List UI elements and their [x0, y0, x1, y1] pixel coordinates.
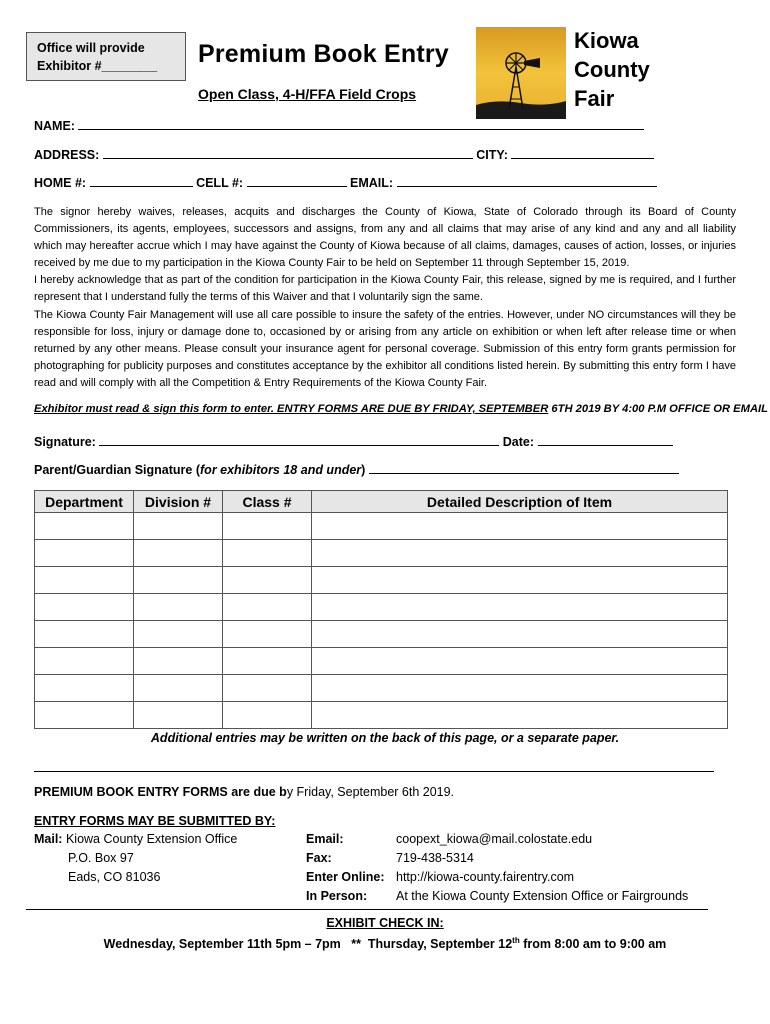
- address-label: ADDRESS:: [34, 148, 100, 162]
- entries-body: [35, 513, 728, 729]
- office-line-2: Exhibitor #________: [37, 59, 158, 73]
- due-date-notice: [34, 785, 454, 799]
- fair-name-line-1: Kiowa: [574, 28, 639, 53]
- fair-name: [574, 26, 650, 113]
- city-label: CITY:: [476, 148, 508, 162]
- entry-cell-department[interactable]: [35, 540, 134, 567]
- table-row: [35, 567, 728, 594]
- enter-online-label: Enter Online:: [306, 870, 385, 884]
- entry-cell-department[interactable]: [35, 702, 134, 729]
- in-person-label: In Person:: [306, 889, 368, 903]
- mail-label: Mail:: [34, 832, 63, 846]
- entry-cell-division[interactable]: [134, 675, 223, 702]
- entry-cell-division[interactable]: [134, 648, 223, 675]
- entry-cell-department[interactable]: [35, 621, 134, 648]
- table-row: [35, 648, 728, 675]
- cell-phone-field[interactable]: [247, 175, 347, 187]
- entry-cell-class[interactable]: [223, 540, 312, 567]
- entries-table: [34, 490, 728, 729]
- address-field[interactable]: [103, 147, 473, 159]
- entry-cell-department[interactable]: [35, 513, 134, 540]
- waiver-paragraph-3: The Kiowa County Fair Management will use all care possible to insure the safety of the entries. However, under NO circumstances will they be responsible for loss, injury or damage done to, occasioned by or arising from any article on exhibition or when left after release time or when returned by any other means. Please consult your insurance agent for personal coverage. Submission of this entry form grants permission for photographing for publicity purposes and constitutes acceptance by the exhibitor all conditions listed herein. By submitting this entry form I have read and will comply with all the Competition & Entry Requirements of the Kiowa County Fair.: [34, 308, 736, 389]
- page-subtitle: Open Class, 4-H/FFA Field Crops: [198, 86, 417, 102]
- checkin-times: [0, 936, 770, 951]
- entry-cell-description[interactable]: [312, 675, 728, 702]
- date-field[interactable]: [538, 434, 673, 446]
- checkin-part-1: Wednesday, September 11th 5pm – 7pm ** Thursday, September 12: [103, 937, 513, 952]
- email-contact-label: Email:: [306, 832, 344, 846]
- enter-online-link[interactable]: http://kiowa-county.fairentry.com: [396, 870, 575, 884]
- entry-cell-class[interactable]: [223, 567, 312, 594]
- email-label: EMAIL:: [350, 176, 394, 190]
- table-row: [35, 702, 728, 729]
- table-row: [35, 540, 728, 567]
- office-line-1: Office will provide: [37, 41, 145, 55]
- signature-label: Signature:: [34, 435, 96, 449]
- parent-signature-field[interactable]: [369, 462, 679, 474]
- parent-signature-label: Parent/Guardian Signature (: [34, 463, 201, 477]
- fax-value: 719-438-5314: [396, 851, 474, 865]
- entry-cell-description[interactable]: [312, 702, 728, 729]
- office-exhibitor-box: [26, 32, 186, 81]
- entry-cell-division[interactable]: [134, 540, 223, 567]
- entry-cell-description[interactable]: [312, 648, 728, 675]
- table-row: [35, 513, 728, 540]
- column-header-department: Department: [35, 491, 134, 513]
- entry-cell-department[interactable]: [35, 675, 134, 702]
- exhibitor-note: [34, 403, 768, 415]
- submission-heading: ENTRY FORMS MAY BE SUBMITTED BY:: [34, 814, 276, 828]
- entry-cell-class[interactable]: [223, 621, 312, 648]
- entry-cell-description[interactable]: [312, 540, 728, 567]
- fair-name-line-2: County: [574, 57, 650, 82]
- name-row: [34, 118, 644, 133]
- additional-entries-note: Additional entries may be written on the back of this page, or a separate paper.: [150, 731, 620, 745]
- fax-label: Fax:: [306, 851, 332, 865]
- home-phone-label: HOME #:: [34, 176, 87, 190]
- table-row: [35, 675, 728, 702]
- entry-cell-division[interactable]: [134, 567, 223, 594]
- entry-cell-department[interactable]: [35, 567, 134, 594]
- mail-row: [34, 832, 237, 846]
- fair-name-line-3: Fair: [574, 86, 615, 111]
- page-title: Premium Book Entry: [198, 40, 449, 68]
- home-phone-field[interactable]: [90, 175, 193, 187]
- checkin-heading: EXHIBIT CHECK IN:: [326, 916, 444, 930]
- parent-signature-note: for exhibitors 18 and under: [200, 463, 362, 477]
- in-person-value: At the Kiowa County Extension Office or Fairgrounds: [396, 889, 689, 903]
- entry-cell-class[interactable]: [223, 513, 312, 540]
- entry-cell-class[interactable]: [223, 648, 312, 675]
- email-field[interactable]: [397, 175, 657, 187]
- entry-cell-class[interactable]: [223, 675, 312, 702]
- exhibitor-note-underlined: Exhibitor must read & sign this form to enter. ENTRY FORMS ARE DUE BY FRIDAY, SEPTEMBER: [34, 403, 549, 415]
- entry-cell-description[interactable]: [312, 621, 728, 648]
- address-row: [34, 147, 654, 162]
- waiver-paragraph-2: I hereby acknowledge that as part of the condition for participation in the Kiowa County Fair, this release, signed by me is required, and I further represent that I understand fully the terms of this Waiver and that I voluntarily sign the same.: [34, 274, 736, 304]
- signature-field[interactable]: [99, 434, 499, 446]
- date-label: Date:: [502, 435, 535, 449]
- mail-line-1: Kiowa County Extension Office: [65, 832, 238, 846]
- checkin-superscript: th: [512, 936, 520, 945]
- entry-cell-description[interactable]: [312, 567, 728, 594]
- entry-cell-division[interactable]: [134, 621, 223, 648]
- entry-cell-class[interactable]: [223, 702, 312, 729]
- due-date-bold: PREMIUM BOOK ENTRY FORMS are due b: [34, 785, 287, 799]
- column-header-class: Class #: [223, 491, 312, 513]
- mail-line-2: P.O. Box 97: [68, 851, 134, 865]
- name-label: NAME:: [34, 119, 75, 133]
- name-field[interactable]: [78, 118, 644, 130]
- checkin-part-2: from 8:00 am to 9:00 am: [519, 937, 667, 952]
- entry-cell-class[interactable]: [223, 594, 312, 621]
- entry-cell-division[interactable]: [134, 513, 223, 540]
- table-header-row: [35, 491, 728, 513]
- divider-bottom: [26, 909, 708, 910]
- mail-line-3: Eads, CO 81036: [68, 870, 161, 884]
- signature-row: [34, 434, 673, 449]
- parent-signature-row: [34, 462, 679, 477]
- entry-cell-description[interactable]: [312, 513, 728, 540]
- column-header-division: Division #: [134, 491, 223, 513]
- entry-cell-department[interactable]: [35, 648, 134, 675]
- divider-top: [34, 771, 714, 772]
- waiver-text: [34, 204, 736, 392]
- due-date-normal: y Friday, September 6th 2019.: [286, 785, 455, 799]
- entry-cell-division[interactable]: [134, 594, 223, 621]
- parent-signature-close: ): [361, 463, 366, 477]
- table-row: [35, 594, 728, 621]
- entry-cell-description[interactable]: [312, 594, 728, 621]
- cell-phone-label: CELL #:: [196, 176, 244, 190]
- city-field[interactable]: [511, 147, 654, 159]
- table-row: [35, 621, 728, 648]
- exhibitor-note-rest: 6TH 2019 BY 4:00 P.M OFFICE OR EMAIL: [548, 403, 768, 415]
- entry-cell-department[interactable]: [35, 594, 134, 621]
- phone-email-row: [34, 175, 657, 190]
- column-header-description: Detailed Description of Item: [312, 491, 728, 513]
- email-contact-value[interactable]: coopext_kiowa@mail.colostate.edu: [396, 832, 593, 846]
- windmill-logo: [476, 27, 566, 119]
- entry-cell-division[interactable]: [134, 702, 223, 729]
- waiver-paragraph-1: The signor hereby waives, releases, acquits and discharges the County of Kiowa, State of Colorado through its Board of County Commissioners, its agents, employees, successors and assigns, from any and all claims that may arise of any kind and any and all liability which may hereafter accrue which I may have against the County of Kiowa because of all claims, damages, causes of action, losses, or injuries received by me due to my participation in the Kiowa County Fair to be held on September 11 through September 15, 2019.: [34, 206, 736, 270]
